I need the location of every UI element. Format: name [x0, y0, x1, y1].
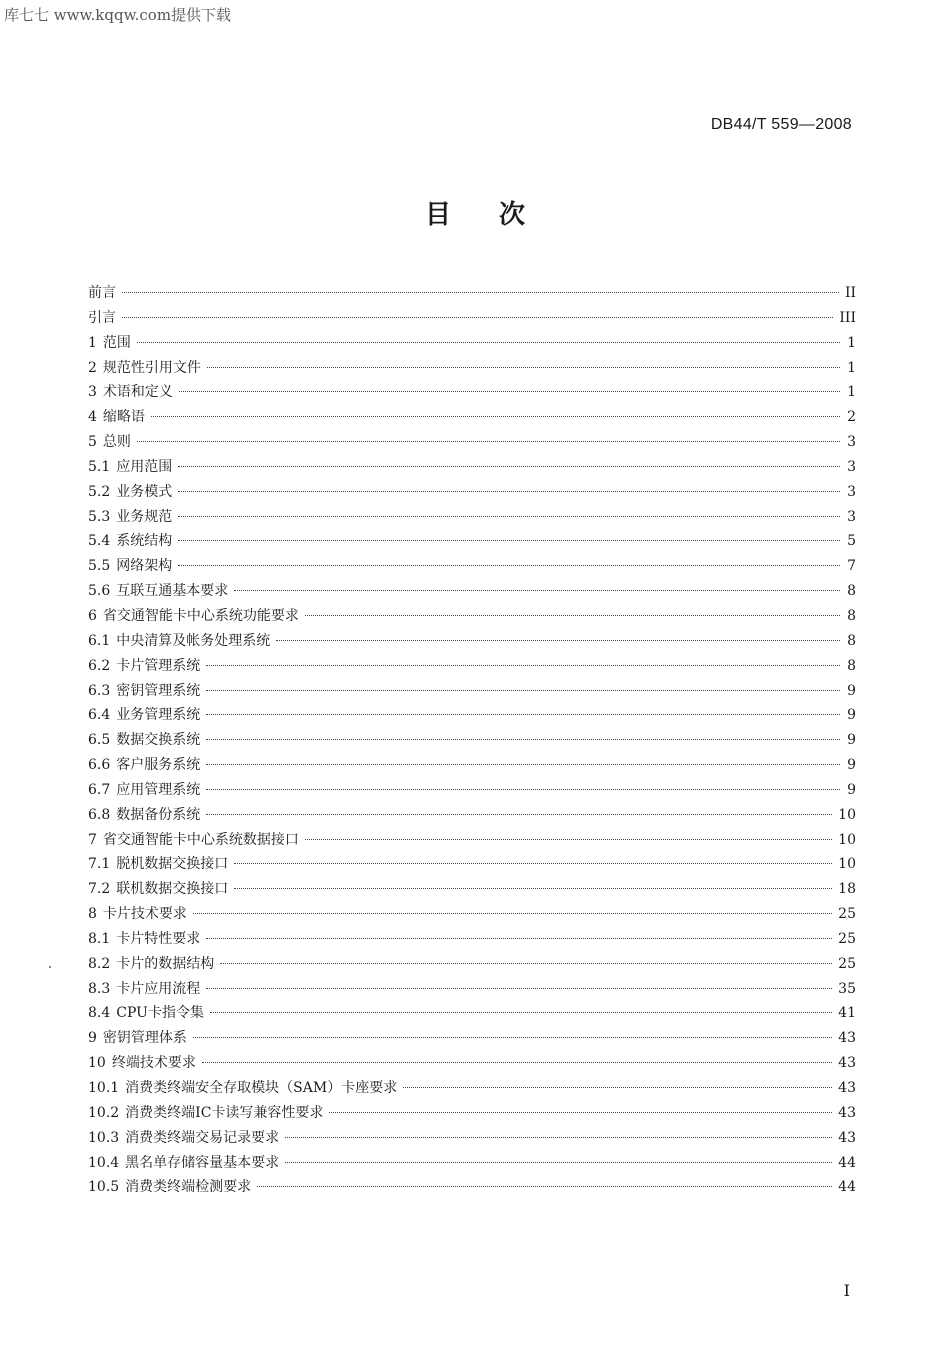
- toc-entry-number: 10.4: [88, 1154, 120, 1171]
- toc-entry-number: 5: [88, 434, 97, 451]
- toc-entry-page: 25: [838, 955, 856, 972]
- toc-entry-page: 43: [838, 1055, 856, 1072]
- toc-dot-leader: [193, 1037, 832, 1038]
- toc-dot-leader: [234, 590, 840, 591]
- toc-dot-leader: [403, 1087, 832, 1088]
- toc-dot-leader: [178, 540, 840, 541]
- toc-entry-page: 18: [838, 881, 856, 898]
- toc-entry-number: 7.1: [88, 856, 111, 873]
- toc-entry-label: 卡片应用流程: [116, 980, 201, 997]
- toc-entry-page: II: [844, 285, 856, 301]
- toc-entry-label: 省交通智能卡中心系统数据接口: [102, 831, 299, 848]
- toc-entry-page: III: [839, 309, 856, 326]
- toc-entry-page: 3: [847, 458, 856, 475]
- toc-entry[interactable]: [88, 927, 856, 952]
- toc-dot-leader: [206, 938, 832, 939]
- page-number: I: [843, 1281, 850, 1300]
- toc-entry-label: 卡片技术要求: [102, 906, 187, 923]
- toc-entry[interactable]: [88, 703, 856, 728]
- document-code: DB44/T 559—2008: [710, 116, 852, 133]
- toc-entry-page: 9: [847, 707, 856, 724]
- toc-entry-label: 卡片的数据结构: [116, 955, 215, 972]
- toc-entry-number: 8.4: [88, 1005, 111, 1022]
- toc-entry-label: 黑名单存储容量基本要求: [125, 1154, 280, 1171]
- toc-entry[interactable]: [88, 679, 856, 704]
- toc-dot-leader: [206, 988, 832, 989]
- toc-entry-page: 44: [838, 1179, 856, 1196]
- toc-entry-number: 5.4: [88, 533, 111, 550]
- toc-dot-leader: [329, 1112, 832, 1113]
- toc-entry[interactable]: [88, 629, 856, 654]
- page-title: 目次: [424, 200, 573, 230]
- toc-entry-page: 9: [847, 781, 856, 798]
- toc-entry[interactable]: [88, 1026, 856, 1051]
- toc-entry-label: 卡片特性要求: [116, 930, 201, 947]
- toc-entry-number: 10.1: [88, 1080, 120, 1096]
- toc-entry-page: 9: [847, 732, 856, 749]
- toc-dot-leader: [285, 1162, 832, 1163]
- toc-entry-label: 应用范围: [116, 458, 173, 475]
- toc-entry-label: 脱机数据交换接口: [116, 856, 229, 873]
- toc-entry-number: 6.7: [88, 781, 111, 798]
- toc-entry[interactable]: [88, 356, 856, 381]
- toc-entry-label: 互联互通基本要求: [116, 583, 229, 600]
- toc-entry[interactable]: [88, 604, 856, 629]
- toc-entry[interactable]: [88, 331, 856, 356]
- toc-entry[interactable]: [88, 654, 856, 679]
- toc-entry-number: 6.3: [88, 682, 111, 699]
- toc-dot-leader: [193, 913, 832, 914]
- toc-entry-page: 43: [838, 1080, 856, 1096]
- toc-dot-leader: [178, 565, 840, 566]
- toc-entry-page: 43: [838, 1104, 856, 1121]
- toc-entry-label: 消费类终端检测要求: [125, 1179, 252, 1196]
- toc-dot-leader: [206, 789, 840, 790]
- toc-entry-page: 9: [847, 682, 856, 699]
- toc-entry-number: 4: [88, 409, 97, 426]
- toc-entry-page: 1: [847, 384, 856, 401]
- toc-entry[interactable]: [88, 1001, 856, 1026]
- toc-dot-leader: [220, 963, 832, 964]
- toc-entry-label: 数据备份系统: [116, 806, 201, 823]
- toc-entry[interactable]: [88, 281, 856, 306]
- toc-entry[interactable]: [88, 1051, 856, 1076]
- toc-entry-label: 省交通智能卡中心系统功能要求: [102, 607, 299, 624]
- toc-entry-page: 9: [847, 757, 856, 774]
- toc-dot-leader: [122, 317, 833, 318]
- toc-entry[interactable]: [88, 529, 856, 554]
- toc-dot-leader: [285, 1137, 832, 1138]
- toc-entry[interactable]: [88, 480, 856, 505]
- toc-entry[interactable]: [88, 902, 856, 927]
- toc-entry-label: 业务规范: [116, 508, 173, 525]
- toc-entry-label: 系统结构: [116, 533, 173, 550]
- toc-entry-page: 44: [838, 1154, 856, 1171]
- toc-entry-label: 网络架构: [116, 558, 173, 575]
- toc-entry[interactable]: [88, 1101, 856, 1126]
- toc-entry-page: 2: [847, 409, 856, 426]
- toc-entry-page: 5: [847, 533, 856, 550]
- toc-entry[interactable]: [88, 952, 856, 977]
- toc-dot-leader: [178, 466, 840, 467]
- toc-entry-page: 3: [847, 508, 856, 525]
- toc-dot-leader: [305, 839, 832, 840]
- toc-entry[interactable]: [88, 306, 856, 331]
- toc-entry[interactable]: [88, 828, 856, 853]
- toc-entry-page: 10: [838, 831, 856, 848]
- toc-entry-number: 5.2: [88, 483, 111, 500]
- toc-dot-leader: [257, 1186, 832, 1187]
- toc-entry-number: 6.6: [88, 757, 111, 774]
- toc-entry[interactable]: [88, 877, 856, 902]
- toc-dot-leader: [210, 1012, 832, 1013]
- toc-entry[interactable]: [88, 1151, 856, 1176]
- watermark-text: 库七七 www.kqqw.com提供下载: [4, 6, 232, 24]
- toc-entry-label: 卡片管理系统: [116, 657, 201, 674]
- toc-entry[interactable]: [88, 505, 856, 530]
- toc-entry-number: 6: [88, 607, 97, 624]
- toc-dot-leader: [305, 615, 840, 616]
- toc-entry-number: 5.5: [88, 558, 111, 575]
- toc-dot-leader: [137, 342, 840, 343]
- toc-dot-leader: [206, 665, 840, 666]
- toc-dot-leader: [207, 367, 840, 368]
- toc-entry-label: 终端技术要求: [111, 1055, 196, 1072]
- table-of-contents: [88, 281, 856, 1200]
- toc-entry[interactable]: [88, 852, 856, 877]
- toc-entry-label: 业务管理系统: [116, 707, 201, 724]
- toc-entry-label: CPU卡指令集: [116, 1005, 204, 1022]
- toc-entry-page: 3: [847, 483, 856, 500]
- toc-entry[interactable]: [88, 1175, 856, 1200]
- toc-entry-number: 8.3: [88, 980, 111, 997]
- toc-entry-number: 6.4: [88, 707, 111, 724]
- toc-entry-number: 6.5: [88, 732, 111, 749]
- toc-dot-leader: [137, 441, 840, 442]
- toc-entry-page: 43: [838, 1030, 856, 1047]
- toc-entry-number: 6.2: [88, 657, 111, 674]
- toc-entry-page: 25: [838, 906, 856, 923]
- toc-entry-number: 8.1: [88, 930, 111, 947]
- toc-entry-page: 3: [847, 434, 856, 451]
- toc-entry-page: 7: [847, 558, 856, 575]
- toc-entry[interactable]: [88, 579, 856, 604]
- toc-entry-label: 规范性引用文件: [102, 359, 201, 376]
- toc-entry-number: 8.2: [88, 955, 111, 972]
- toc-entry-page: 8: [847, 607, 856, 624]
- toc-entry-number: 10: [88, 1055, 106, 1072]
- toc-entry-page: 1: [847, 334, 856, 351]
- toc-entry-number: 8: [88, 906, 97, 923]
- toc-entry-label: 前言: [88, 285, 116, 301]
- toc-entry-number: 7.2: [88, 881, 111, 898]
- toc-dot-leader: [206, 764, 840, 765]
- toc-entry[interactable]: [88, 778, 856, 803]
- toc-entry-page: 8: [847, 583, 856, 600]
- toc-entry-number: 6.1: [88, 632, 111, 649]
- toc-dot-leader: [151, 416, 840, 417]
- toc-entry-label: 消费类终端IC卡读写兼容性要求: [125, 1104, 324, 1121]
- toc-entry-page: 35: [838, 980, 856, 997]
- toc-entry[interactable]: [88, 405, 856, 430]
- toc-entry[interactable]: [88, 380, 856, 405]
- toc-entry[interactable]: [88, 554, 856, 579]
- toc-entry-label: 总则: [102, 434, 131, 451]
- toc-entry-number: 7: [88, 831, 97, 848]
- toc-entry-label: 业务模式: [116, 483, 173, 500]
- toc-dot-leader: [234, 863, 832, 864]
- toc-dot-leader: [206, 814, 832, 815]
- toc-dot-leader: [206, 714, 840, 715]
- toc-entry-number: 9: [88, 1030, 97, 1047]
- toc-entry-page: 1: [847, 359, 856, 376]
- toc-dot-leader: [234, 888, 832, 889]
- toc-dot-leader: [202, 1062, 832, 1063]
- toc-entry[interactable]: [88, 1126, 856, 1151]
- toc-entry-label: 消费类终端安全存取模块（SAM）卡座要求: [125, 1080, 398, 1096]
- toc-entry-number: 2: [88, 359, 97, 376]
- toc-entry[interactable]: [88, 430, 856, 455]
- toc-entry-label: 范围: [102, 334, 131, 351]
- toc-entry-page: 41: [838, 1005, 856, 1022]
- toc-entry-number: 5.3: [88, 508, 111, 525]
- toc-entry-label: 中央清算及帐务处理系统: [116, 632, 271, 649]
- toc-entry[interactable]: [88, 1076, 856, 1101]
- toc-entry-number: 10.2: [88, 1104, 120, 1121]
- toc-entry[interactable]: [88, 977, 856, 1002]
- toc-entry-page: 10: [838, 806, 856, 823]
- toc-entry-number: 1: [88, 334, 97, 351]
- toc-entry-number: 10.5: [88, 1179, 120, 1196]
- toc-entry-page: 25: [838, 930, 856, 947]
- toc-dot-leader: [179, 391, 840, 392]
- toc-entry-page: 8: [847, 657, 856, 674]
- toc-dot-leader: [276, 640, 840, 641]
- toc-entry-label: 消费类终端交易记录要求: [125, 1129, 280, 1146]
- toc-dot-leader: [178, 491, 840, 492]
- toc-entry-label: 客户服务系统: [116, 757, 201, 774]
- toc-entry[interactable]: [88, 753, 856, 778]
- toc-dot-leader: [206, 690, 840, 691]
- toc-entry-label: 术语和定义: [102, 384, 173, 401]
- toc-entry-number: 10.3: [88, 1129, 120, 1146]
- scan-speck: [49, 966, 51, 968]
- toc-entry-number: 3: [88, 384, 97, 401]
- toc-dot-leader: [122, 292, 839, 293]
- toc-entry-page: 8: [847, 632, 856, 649]
- toc-entry-label: 密钥管理系统: [116, 682, 201, 699]
- toc-entry-label: 密钥管理体系: [102, 1030, 187, 1047]
- toc-entry-number: 5.6: [88, 583, 111, 600]
- toc-entry-label: 应用管理系统: [116, 781, 201, 798]
- toc-entry-page: 10: [838, 856, 856, 873]
- toc-entry-label: 缩略语: [102, 409, 145, 426]
- toc-entry-number: 5.1: [88, 458, 111, 475]
- toc-entry-page: 43: [838, 1129, 856, 1146]
- toc-entry-label: 联机数据交换接口: [116, 881, 229, 898]
- toc-entry[interactable]: [88, 728, 856, 753]
- toc-entry-label: 数据交换系统: [116, 732, 201, 749]
- toc-entry[interactable]: [88, 803, 856, 828]
- toc-entry-number: 6.8: [88, 806, 111, 823]
- toc-dot-leader: [178, 516, 840, 517]
- toc-entry-label: 引言: [88, 309, 116, 326]
- toc-entry[interactable]: [88, 455, 856, 480]
- toc-dot-leader: [206, 739, 840, 740]
